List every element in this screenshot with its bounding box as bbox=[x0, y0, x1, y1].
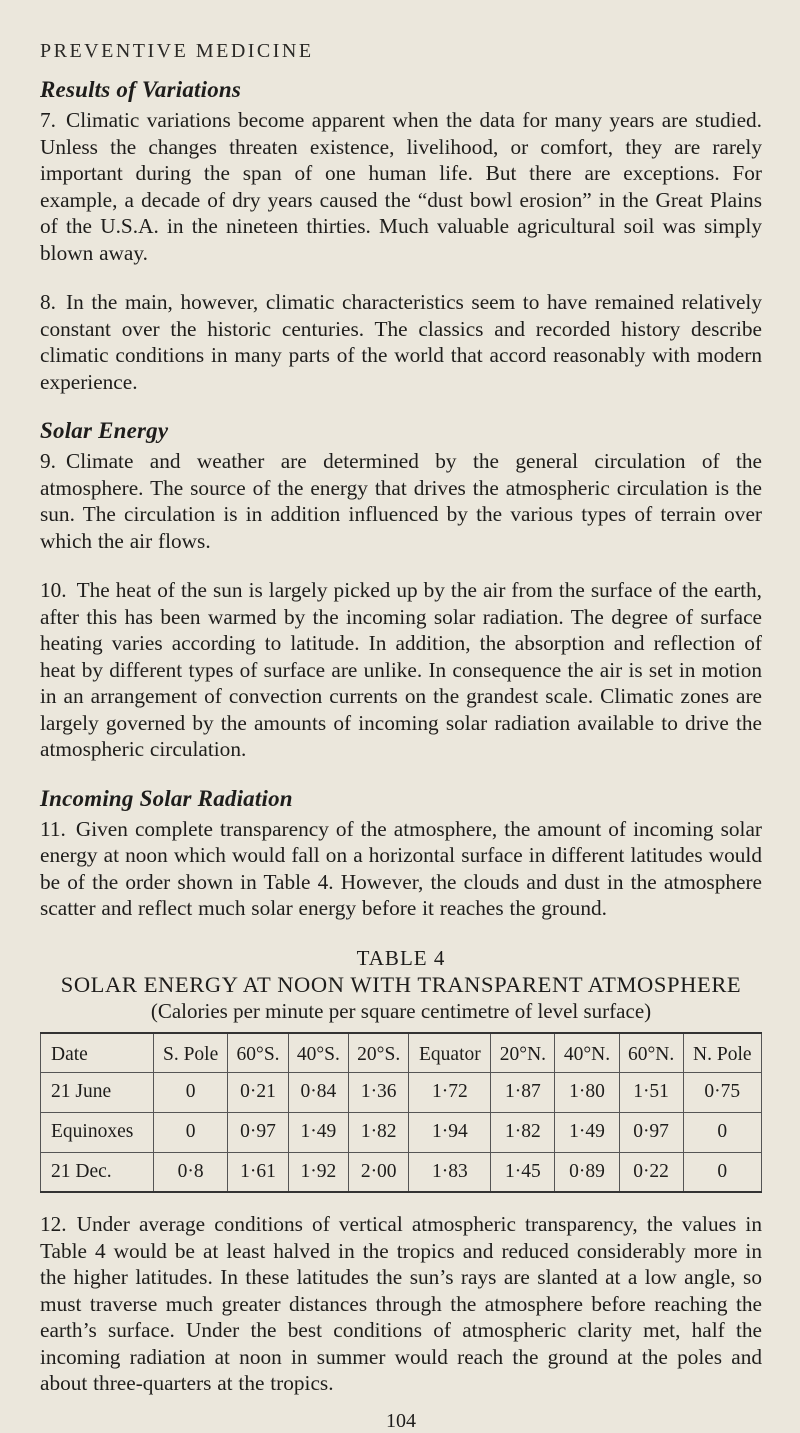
table-cell: Equinoxes bbox=[41, 1112, 154, 1152]
table-caption bbox=[40, 946, 762, 1024]
table-cell: 1·82 bbox=[491, 1112, 555, 1152]
table-label: TABLE 4 bbox=[356, 945, 446, 970]
table-cell: 0 bbox=[683, 1152, 761, 1192]
paragraph-text: The heat of the sun is largely picked up by the air from the surface of the earth, after this has been warmed by the incoming solar radiation. The degree of surface heating varies according to latitude. In addition, the absorption and reflection of heat by different types of surface are unlike. In consequence the air is set in motion in an arrangement of convection currents on the grandest scale. Climatic zones are largely governed by the amounts of incoming solar radiation available to drive the atmospheric circulation. bbox=[40, 578, 762, 761]
solar-energy-table bbox=[40, 1032, 762, 1194]
table-cell: 1·36 bbox=[349, 1072, 409, 1112]
table-cell: 0·89 bbox=[555, 1152, 619, 1192]
paragraph-8 bbox=[40, 289, 762, 395]
header-cell: S. Pole bbox=[153, 1033, 228, 1073]
paragraph-10 bbox=[40, 577, 762, 763]
table-row bbox=[41, 1152, 762, 1192]
header-cell: 20°S. bbox=[349, 1033, 409, 1073]
header-cell: 60°N. bbox=[619, 1033, 683, 1073]
header-cell: 20°N. bbox=[491, 1033, 555, 1073]
table-cell: 0·21 bbox=[228, 1072, 288, 1112]
table-title: SOLAR ENERGY AT NOON WITH TRANSPARENT ATMOSPHERE bbox=[60, 971, 742, 997]
paragraph-text: Climate and weather are determined by the general circulation of the atmosphere. The source of the energy that drives the atmospheric circulation is the sun. The circulation is in addition influenced by the various types of terrain over which the air flows. bbox=[40, 449, 762, 553]
header-cell: 40°N. bbox=[555, 1033, 619, 1073]
table-cell: 1·82 bbox=[349, 1112, 409, 1152]
paragraph-9 bbox=[40, 448, 762, 554]
header-cell: 60°S. bbox=[228, 1033, 288, 1073]
table-cell: 1·51 bbox=[619, 1072, 683, 1112]
paragraph-text: In the main, however, climatic characteristics seem to have remained relatively constant over the historic centuries. The classics and recorded history describe climatic conditions in many parts of the world that accord reasonably with modern experience. bbox=[40, 290, 762, 394]
paragraph-number: 10. bbox=[40, 578, 67, 602]
table-cell: 0·84 bbox=[288, 1072, 348, 1112]
table-cell: 1·72 bbox=[409, 1072, 491, 1112]
table-cell: 0·75 bbox=[683, 1072, 761, 1112]
paragraph-text: Climatic variations become apparent when the data for many years are studied. Unless the changes threaten existence, livelihood, or comfort, they are rarely important during the span of one human life. But there are exceptions. For example, a decade of dry years caused the “dust bowl erosion” in the Great Plains of the U.S.A. in the nineteen thirties. Much valuable agricultural soil was simply blown away. bbox=[40, 108, 762, 265]
paragraph-number: 9. bbox=[40, 449, 56, 473]
paragraph-12 bbox=[40, 1211, 762, 1397]
table-subtitle: (Calories per minute per square centimetre of level surface) bbox=[150, 998, 652, 1023]
table-cell: 0 bbox=[153, 1072, 228, 1112]
paragraph-7 bbox=[40, 107, 762, 266]
paragraph-number: 11. bbox=[40, 816, 66, 841]
table-cell: 1·80 bbox=[555, 1072, 619, 1112]
table-cell: 2·00 bbox=[349, 1152, 409, 1192]
header-cell: Date bbox=[41, 1033, 154, 1073]
table-cell: 21 June bbox=[41, 1072, 154, 1112]
header-cell: N. Pole bbox=[683, 1033, 761, 1073]
running-head: PREVENTIVE MEDICINE bbox=[40, 40, 314, 62]
paragraph-11 bbox=[40, 816, 762, 922]
paragraph-text: Given complete transparency of the atmosphere, the amount of incoming solar energy at noon which would fall on a horizontal surface in different latitudes would be of the order shown in Table 4. However, the clouds and dust in the atmosphere scatter and reflect much solar energy before it reaches the ground. bbox=[40, 816, 762, 920]
table-cell: 1·61 bbox=[228, 1152, 288, 1192]
header-cell: Equator bbox=[409, 1033, 491, 1073]
table-row bbox=[41, 1072, 762, 1112]
table-cell: 0·22 bbox=[619, 1152, 683, 1192]
table-cell: 1·92 bbox=[288, 1152, 348, 1192]
table-header-row bbox=[41, 1033, 762, 1073]
paragraph-number: 12. bbox=[40, 1212, 67, 1236]
table-cell: 0 bbox=[683, 1112, 761, 1152]
table-cell: 0·97 bbox=[619, 1112, 683, 1152]
table-cell: 1·49 bbox=[288, 1112, 348, 1152]
table-cell: 21 Dec. bbox=[41, 1152, 154, 1192]
section-heading-incoming-radiation: Incoming Solar Radiation bbox=[40, 785, 293, 811]
table-cell: 0·97 bbox=[228, 1112, 288, 1152]
table-cell: 1·49 bbox=[555, 1112, 619, 1152]
paragraph-number: 8. bbox=[40, 290, 56, 314]
page-number: 104 bbox=[386, 1409, 416, 1432]
table-cell: 1·45 bbox=[491, 1152, 555, 1192]
table-row bbox=[41, 1112, 762, 1152]
table-cell: 0 bbox=[153, 1112, 228, 1152]
section-heading-solar-energy: Solar Energy bbox=[40, 418, 169, 443]
paragraph-number: 7. bbox=[40, 108, 56, 132]
table-cell: 0·8 bbox=[153, 1152, 228, 1192]
table-cell: 1·87 bbox=[491, 1072, 555, 1112]
header-cell: 40°S. bbox=[288, 1033, 348, 1073]
paragraph-text: Under average conditions of vertical atmospheric transparency, the values in Table 4 would be at least halved in the tropics and reduced considerably more in the higher latitudes. In these latitudes the sun’s rays are slanted at a low angle, so must traverse much greater distances through the atmosphere before reaching the earth’s surface. Under the best conditions of atmospheric clarity met, half the incoming radiation at noon in summer would reach the ground at the poles and about three-quarters at the tropics. bbox=[40, 1212, 762, 1395]
section-heading-results: Results of Variations bbox=[40, 77, 242, 102]
table-cell: 1·94 bbox=[409, 1112, 491, 1152]
page bbox=[40, 40, 762, 1433]
table-cell: 1·83 bbox=[409, 1152, 491, 1192]
